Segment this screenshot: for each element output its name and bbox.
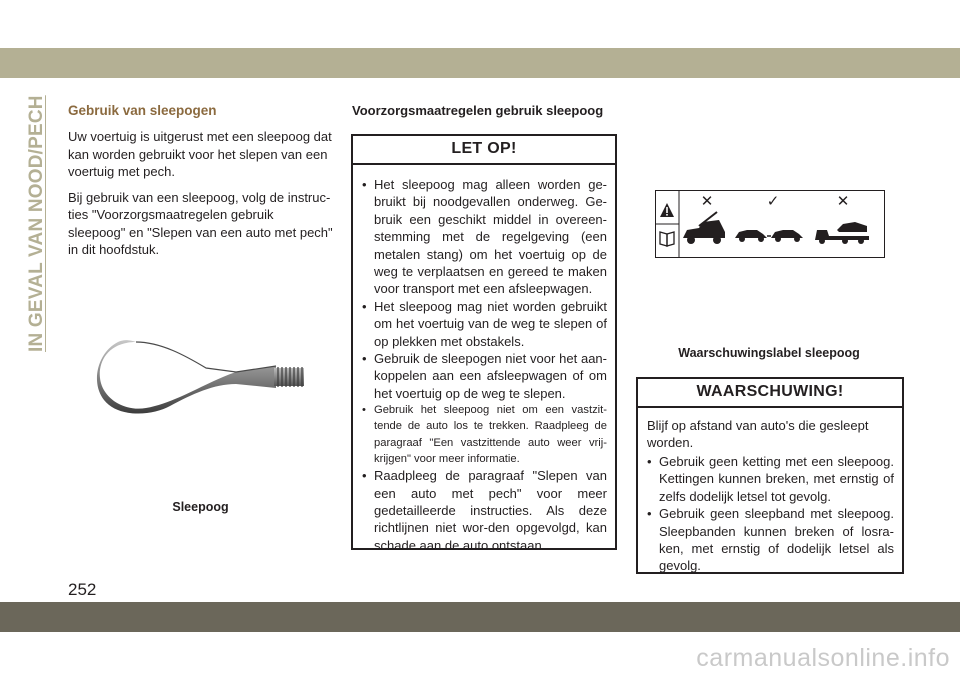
cross-mark-icon: ✕ xyxy=(700,192,714,210)
chapter-side-title: IN GEVAL VAN NOOD/PECH xyxy=(26,95,47,352)
caution-title: LET OP! xyxy=(353,136,615,165)
caution-list xyxy=(353,165,615,554)
warning-label-caption: Waarschuwingslabel sleepoog xyxy=(678,346,860,360)
warning-item: • Gebruik geen ketting met een sleepoog. Kettingen kunnen breken, met ernstig of zelfs dodelijk letsel tot gevolg. xyxy=(647,453,894,505)
tow-eye-image xyxy=(96,330,311,420)
warning-intro: Blijf op afstand van auto's die gesleept worden. xyxy=(647,418,869,450)
check-mark-icon: ✓ xyxy=(766,192,780,210)
warning-label-figure xyxy=(655,190,885,258)
top-band xyxy=(0,48,960,78)
warning-item: • Gebruik geen sleepband met sleepoog. Sleepbanden kunnen breken of losra-ken, met ernstig of dodelijk letsel als gevolg. xyxy=(647,505,894,575)
warning-label-image xyxy=(655,190,885,258)
caution-item: • Het sleepoog mag niet worden gebruikt om het voertuig van de weg te slepen of op plekken met obstakels. xyxy=(362,298,607,350)
caution-item: • Het sleepoog mag alleen worden ge-bruikt bij noodgevallen onderweg. Ge-bruik een geschikt middel in overeen-stemming met de regelgeving (een metalen stang) om het voertuig op de weg te verplaatsen en gereed te maken voor transport met een afsleepwagen. xyxy=(362,176,607,298)
page-number: 252 xyxy=(68,580,97,599)
warning-box xyxy=(636,377,904,574)
paragraph-1: Uw voertuig is uitgerust met een sleepoog dat kan worden gebruikt voor het slepen van een voertuig met pech. xyxy=(68,129,332,179)
precautions-heading: Voorzorgsmaatregelen gebruik sleepoog xyxy=(352,103,604,118)
warning-title: WAARSCHUWING! xyxy=(638,379,902,408)
watermark: carmanualsonline.info xyxy=(696,644,950,672)
caution-item: • Gebruik het sleepoog niet om een vastzit-tende de auto los te trekken. Raadpleeg de paragraaf "Een vastzittende auto weer vrij-krijgen" voor meer informatie. xyxy=(362,402,607,467)
tow-eye-figure xyxy=(96,330,311,420)
tow-eye-caption: Sleepoog xyxy=(172,500,229,514)
left-column xyxy=(68,103,333,267)
caution-item: • Raadpleeg de paragraaf "Slepen van een auto met pech" voor meer gedetailleerde instructies. Als deze richtlijnen niet wor-den opgevolgd, kan schade aan de auto ontstaan. xyxy=(362,467,607,554)
caution-item: • Gebruik de sleepogen niet voor het aan-koppelen aan een afsleepwagen of om het voertuig op de weg te slepen. xyxy=(362,350,607,402)
paragraph-2: Bij gebruik van een sleepoog, volg de instruc-ties "Voorzorgsmaatregelen gebruik sleepoog" en "Slepen van een auto met pech" in dit hoofdstuk. xyxy=(68,189,333,257)
caution-box xyxy=(351,134,617,553)
section-heading: Gebruik van sleepogen xyxy=(68,103,217,118)
warning-list xyxy=(638,453,902,575)
cross-mark-icon: ✕ xyxy=(836,192,850,210)
bottom-band xyxy=(0,602,960,632)
